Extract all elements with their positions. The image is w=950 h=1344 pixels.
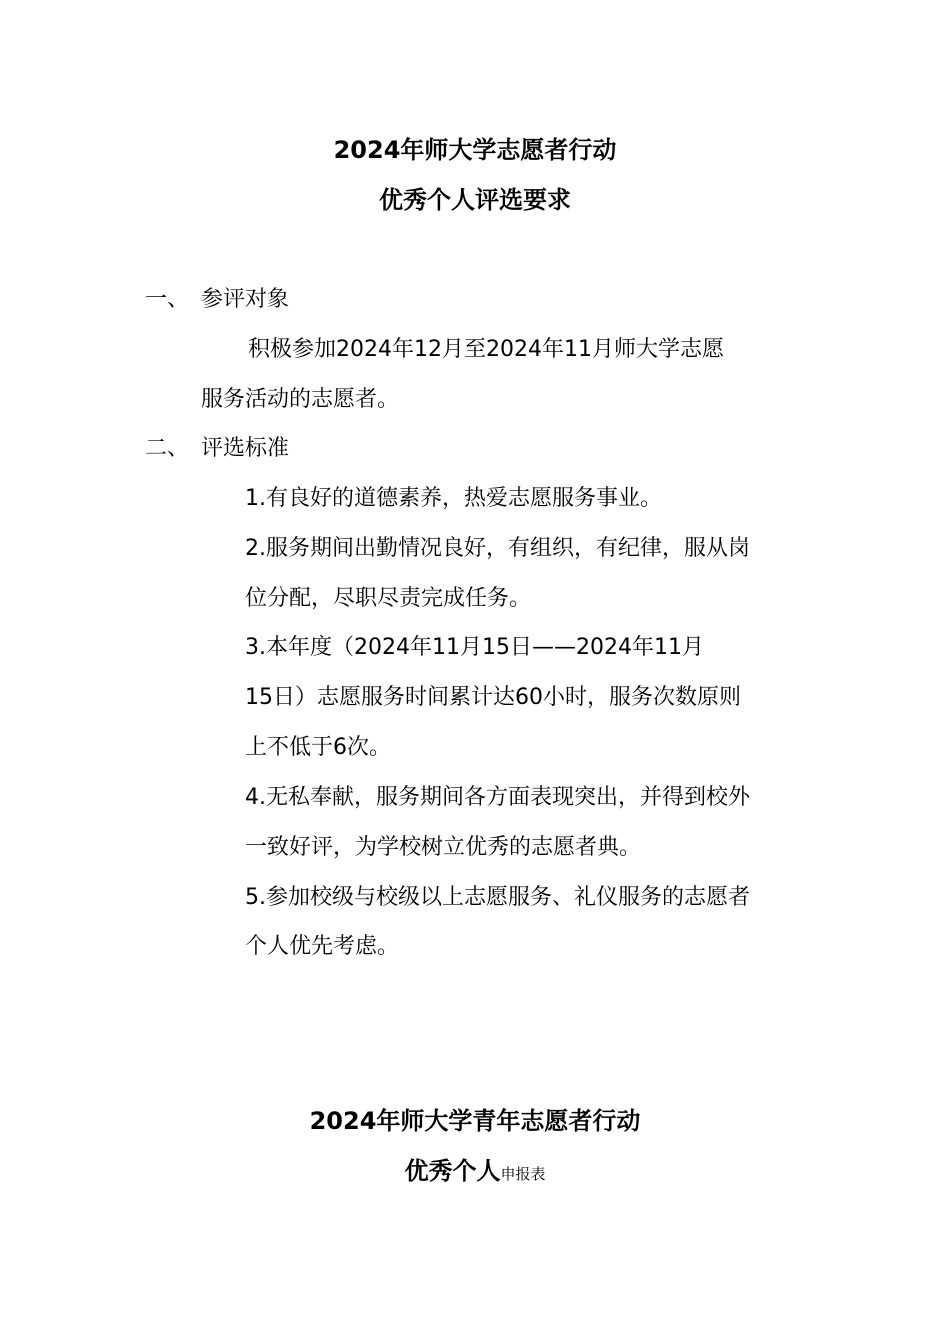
form-title: 2024年师大学青年志愿者行动 xyxy=(309,1107,641,1135)
criterion-line: 上不低于6次。 xyxy=(245,735,391,760)
criterion-line: 位分配，尽职尽责完成任务。 xyxy=(245,586,532,611)
form-subtitle-small: 申报表 xyxy=(500,1165,546,1183)
document-subtitle: 优秀个人评选要求 xyxy=(379,186,571,214)
form-subtitle-main: 优秀个人 xyxy=(404,1157,501,1185)
section-1-number: 一、 xyxy=(145,287,190,312)
section-2-title: 评选标准 xyxy=(201,436,290,461)
criterion-line: 4.无私奉献，服务期间各方面表现突出，并得到校外 xyxy=(245,785,750,810)
criterion-line: 2.服务期间出勤情况良好，有组织，有纪律，服从岗 xyxy=(245,536,750,561)
section-2-number: 二、 xyxy=(145,436,190,461)
section-1-line: 积极参加2024年12月至2024年11月师大学志愿 xyxy=(248,337,724,362)
criterion-line: 15日）志愿服务时间累计达60小时，服务次数原则 xyxy=(245,685,741,710)
section-1-title: 参评对象 xyxy=(201,287,290,312)
criterion-line: 个人优先考虑。 xyxy=(245,934,400,959)
document-title: 2024年师大学志愿者行动 xyxy=(333,136,617,164)
criterion-line: 5.参加校级与校级以上志愿服务、礼仪服务的志愿者 xyxy=(245,885,750,910)
form-subtitle xyxy=(0,1156,950,1189)
criterion-line: 一致好评，为学校树立优秀的志愿者典。 xyxy=(245,835,642,860)
section-1-line: 服务活动的志愿者。 xyxy=(201,387,400,412)
section-1-heading xyxy=(145,285,289,315)
criterion-line: 3.本年度（2024年11月15日——2024年11月 xyxy=(245,635,704,660)
section-2-heading xyxy=(145,434,289,464)
criterion-line: 1.有良好的道德素养，热爱志愿服务事业。 xyxy=(245,486,662,511)
